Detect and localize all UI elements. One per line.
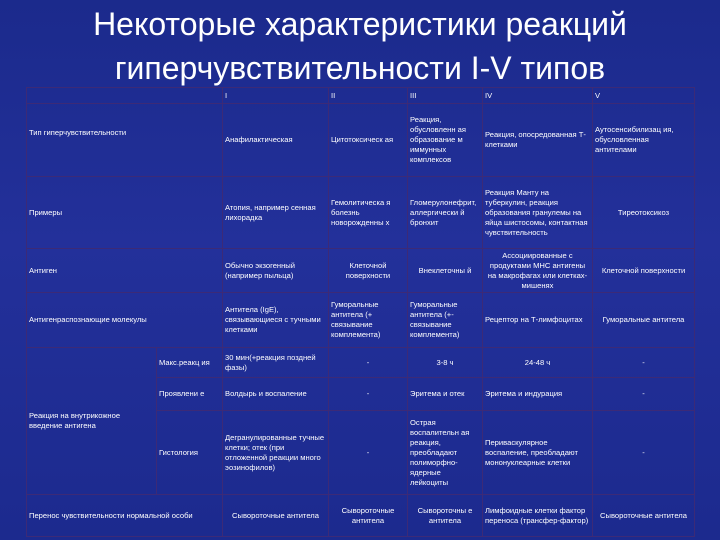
row-label-antigen: Антиген	[27, 249, 223, 293]
cell-molecules-3: Гуморальные антитела (+- связывание комплемента)	[408, 293, 483, 348]
cell-histo-2: -	[329, 411, 408, 495]
sublabel-max: Макс.реакц ия	[157, 348, 223, 378]
row-label-type: Тип гиперчувствительности	[27, 104, 223, 177]
header-type-5: V	[593, 88, 695, 104]
table-row-max-reaction	[27, 348, 695, 378]
row-label-reaction: Реакция на внутрикожное введение антигена	[27, 348, 157, 495]
cell-manifest-4: Эритема и индурация	[483, 378, 593, 411]
sublabel-histology: Гистология	[157, 411, 223, 495]
cell-type-1: Анафилактическая	[223, 104, 329, 177]
cell-max-2: -	[329, 348, 408, 378]
page-title: Некоторые характеристики реакций гиперчувствительности I-V типов	[93, 6, 627, 86]
header-type-2: II	[329, 88, 408, 104]
cell-max-4: 24-48 ч	[483, 348, 593, 378]
cell-type-4: Реакция, опосредованная Т-клетками	[483, 104, 593, 177]
cell-max-3: 3-8 ч	[408, 348, 483, 378]
cell-transfer-2: Сывороточные антитела	[329, 495, 408, 537]
cell-molecules-1: Антитела (IgE), связывающиеся с тучными клетками	[223, 293, 329, 348]
cell-examples-2: Гемолитическа я болезнь новорожденны х	[329, 177, 408, 249]
row-label-molecules: Антигенраспознающие молекулы	[27, 293, 223, 348]
cell-molecules-2: Гуморальные антитела (+ связывание комплемента)	[329, 293, 408, 348]
cell-antigen-5: Клеточной поверхности	[593, 249, 695, 293]
table-row-examples	[27, 177, 695, 249]
table-row-molecules	[27, 293, 695, 348]
cell-histo-5: -	[593, 411, 695, 495]
header-type-4: IV	[483, 88, 593, 104]
cell-type-2: Цитотоксическ ая	[329, 104, 408, 177]
cell-antigen-1: Обычно экзогенный (например пыльца)	[223, 249, 329, 293]
cell-examples-4: Реакция Манту на туберкулин, реакция образования гранулемы на яйца шистосомы, контактная чувствительность	[483, 177, 593, 249]
cell-histo-1: Дегранулированные тучные клетки; отек (при отложенной реакции много эозинофилов)	[223, 411, 329, 495]
header-type-1: I	[223, 88, 329, 104]
cell-examples-1: Атопия, например сенная лихорадка	[223, 177, 329, 249]
cell-transfer-5: Сывороточные антитела	[593, 495, 695, 537]
cell-molecules-4: Рецептор на Т-лимфоцитах	[483, 293, 593, 348]
header-row	[27, 88, 695, 104]
cell-antigen-3: Внеклеточны й	[408, 249, 483, 293]
cell-antigen-4: Ассоциированные с продуктами MHC антигены на макрофагах или клетках-мишенях	[483, 249, 593, 293]
cell-manifest-3: Эритема и отек	[408, 378, 483, 411]
cell-antigen-2: Клеточной поверхности	[329, 249, 408, 293]
cell-transfer-3: Сывороточны е антитела	[408, 495, 483, 537]
cell-manifest-2: -	[329, 378, 408, 411]
cell-histo-4: Периваскулярное воспаление, преобладают мононуклеарные клетки	[483, 411, 593, 495]
cell-type-5: Аутосенсибилизац ия, обусловленная антителами	[593, 104, 695, 177]
row-label-transfer: Перенос чувствительности нормальной особи	[27, 495, 223, 537]
table-row-transfer	[27, 495, 695, 537]
table-row-antigen	[27, 249, 695, 293]
cell-type-3: Реакция, обусловленн ая образование м иммунных комплексов	[408, 104, 483, 177]
cell-transfer-4: Лимфоидные клетки фактор переноса (трансфер-фактор)	[483, 495, 593, 537]
hypersensitivity-table	[26, 87, 695, 537]
cell-max-1: 30 мин(+реакция поздней фазы)	[223, 348, 329, 378]
header-blank	[27, 88, 223, 104]
sublabel-manifestation: Проявлени е	[157, 378, 223, 411]
cell-examples-3: Гломерулонефрит, аллергически й бронхит	[408, 177, 483, 249]
cell-molecules-5: Гуморальные антитела	[593, 293, 695, 348]
row-label-examples: Примеры	[27, 177, 223, 249]
cell-max-5: -	[593, 348, 695, 378]
header-type-3: III	[408, 88, 483, 104]
table-row-type	[27, 104, 695, 177]
cell-examples-5: Тиреотоксикоз	[593, 177, 695, 249]
cell-manifest-5: -	[593, 378, 695, 411]
cell-histo-3: Острая воспалительн ая реакция, преобладают полиморфно-ядерные лейкоциты	[408, 411, 483, 495]
cell-manifest-1: Волдырь и воспаление	[223, 378, 329, 411]
cell-transfer-1: Сывороточные антитела	[223, 495, 329, 537]
